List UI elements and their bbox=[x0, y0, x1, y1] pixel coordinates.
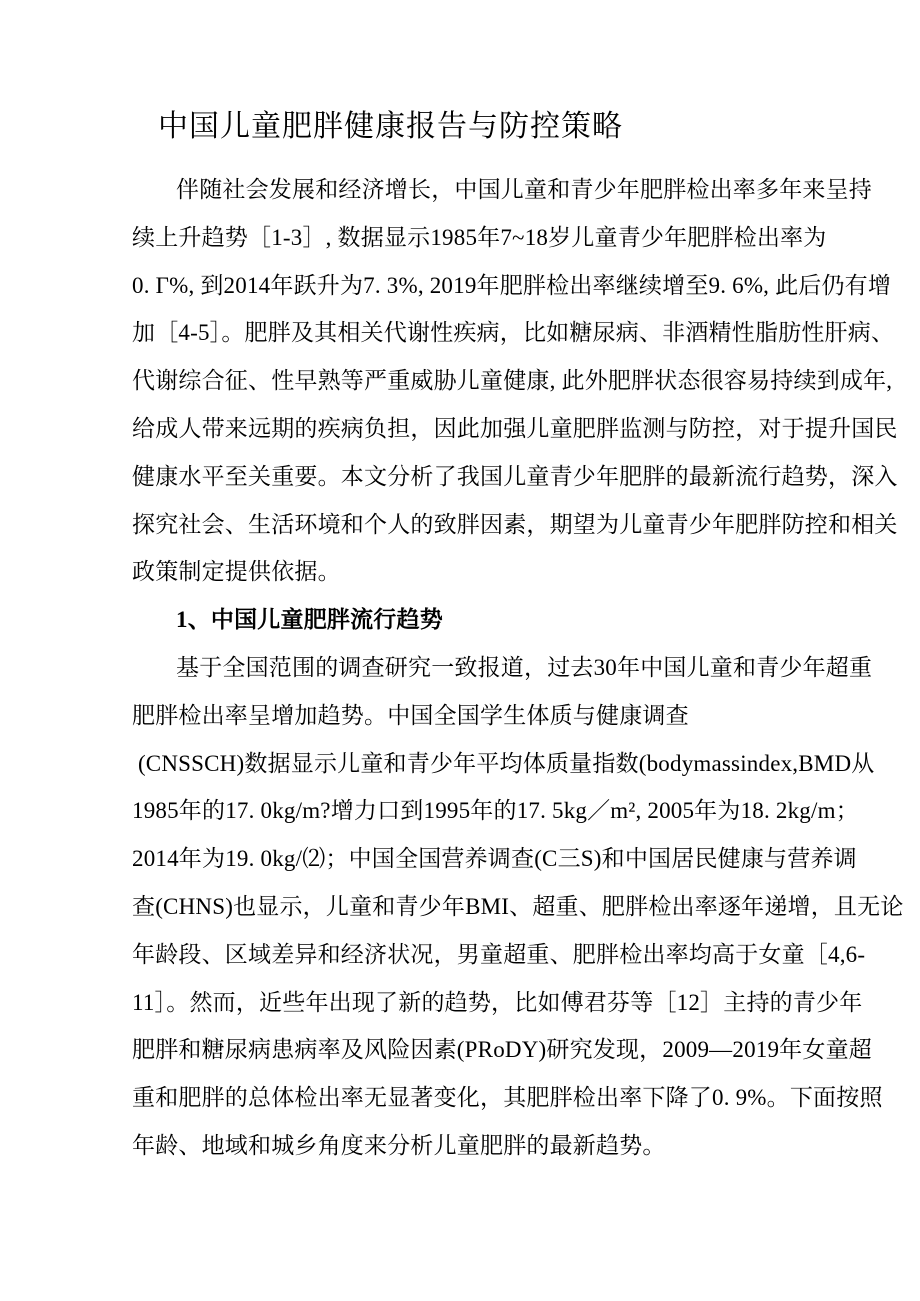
paragraph-line: 年龄段、区域差异和经济状况，男童超重、肥胖检出率均高于女童［4,6- bbox=[132, 941, 866, 967]
paragraph-line: 政策制定提供依据。 bbox=[132, 559, 341, 585]
paragraph-line: 1985年的17. 0kg/m?增力口到1995年的17. 5kg／m², 2005年为18. 2kg/m； bbox=[132, 798, 859, 824]
paragraph-line: 探究社会、生活环境和个人的致胖因素，期望为儿童青少年肥胖防控和相关 bbox=[132, 511, 898, 537]
paragraph-line: 11］。然而，近些年出现了新的趋势，比如傅君芬等［12］主持的青少年 bbox=[132, 989, 863, 1015]
paragraph-2 bbox=[132, 644, 904, 1170]
document-content bbox=[132, 108, 904, 1170]
paragraph-line: 续上升趋势［1-3］, 数据显示1985年7~18岁儿童青少年肥胖检出率为 bbox=[132, 224, 827, 250]
page-title: 中国儿童肥胖健康报告与防控策略 bbox=[158, 110, 623, 143]
paragraph-line: 肥胖检出率呈增加趋势。中国全国学生体质与健康调查 bbox=[132, 702, 689, 728]
paragraph-line: 健康水平至关重要。本文分析了我国儿童青少年肥胖的最新流行趋势，深入 bbox=[132, 463, 898, 489]
paragraph-line: 基于全国范围的调查研究一致报道，过去30年中国儿童和青少年超重 bbox=[176, 654, 873, 680]
section-heading: 1、中国儿童肥胖流行趋势 bbox=[176, 607, 443, 633]
paragraph-line: 2014年为19. 0kg/⑵；中国全国营养调查(C三S)和中国居民健康与营养调 bbox=[132, 846, 857, 872]
paragraph-line: 加［4-5］。肥胖及其相关代谢性疾病，比如糖尿病、非酒精性脂肪性肝病、 bbox=[132, 320, 895, 346]
paragraph-line: 查(CHNS)也显示，儿童和青少年BMI、超重、肥胖检出率逐年递增，且无论 bbox=[132, 893, 904, 919]
paragraph-line: 代谢综合征、性早熟等严重威胁儿童健康, 此外肥胖状态很容易持续到成年, bbox=[132, 368, 893, 394]
paragraph-line: 年龄、地域和城乡角度来分析儿童肥胖的最新趋势。 bbox=[132, 1132, 666, 1158]
paragraph-line: 给成人带来远期的疾病负担，因此加强儿童肥胖监测与防控，对于提升国民 bbox=[132, 415, 898, 441]
paragraph-line: 0. Γ%, 到2014年跃升为7. 3%, 2019年肥胖检出率继续增至9. 6%, 此后仍有增 bbox=[132, 272, 892, 298]
paragraph-line: 伴随社会发展和经济增长，中国儿童和青少年肥胖检出率多年来呈持 bbox=[176, 177, 872, 202]
paragraph-line: (CNSSCH)数据显示儿童和青少年平均体质量指数(bodymassindex,BMD从 bbox=[132, 750, 875, 776]
paragraph-line: 重和肥胖的总体检出率无显著变化，其肥胖检出率下降了0. 9%。下面按照 bbox=[132, 1085, 883, 1111]
paragraph-line: 肥胖和糖尿病患病率及风险因素(PRoDY)研究发现，2009—2019年女童超 bbox=[132, 1037, 872, 1063]
paragraph-1 bbox=[132, 166, 898, 596]
